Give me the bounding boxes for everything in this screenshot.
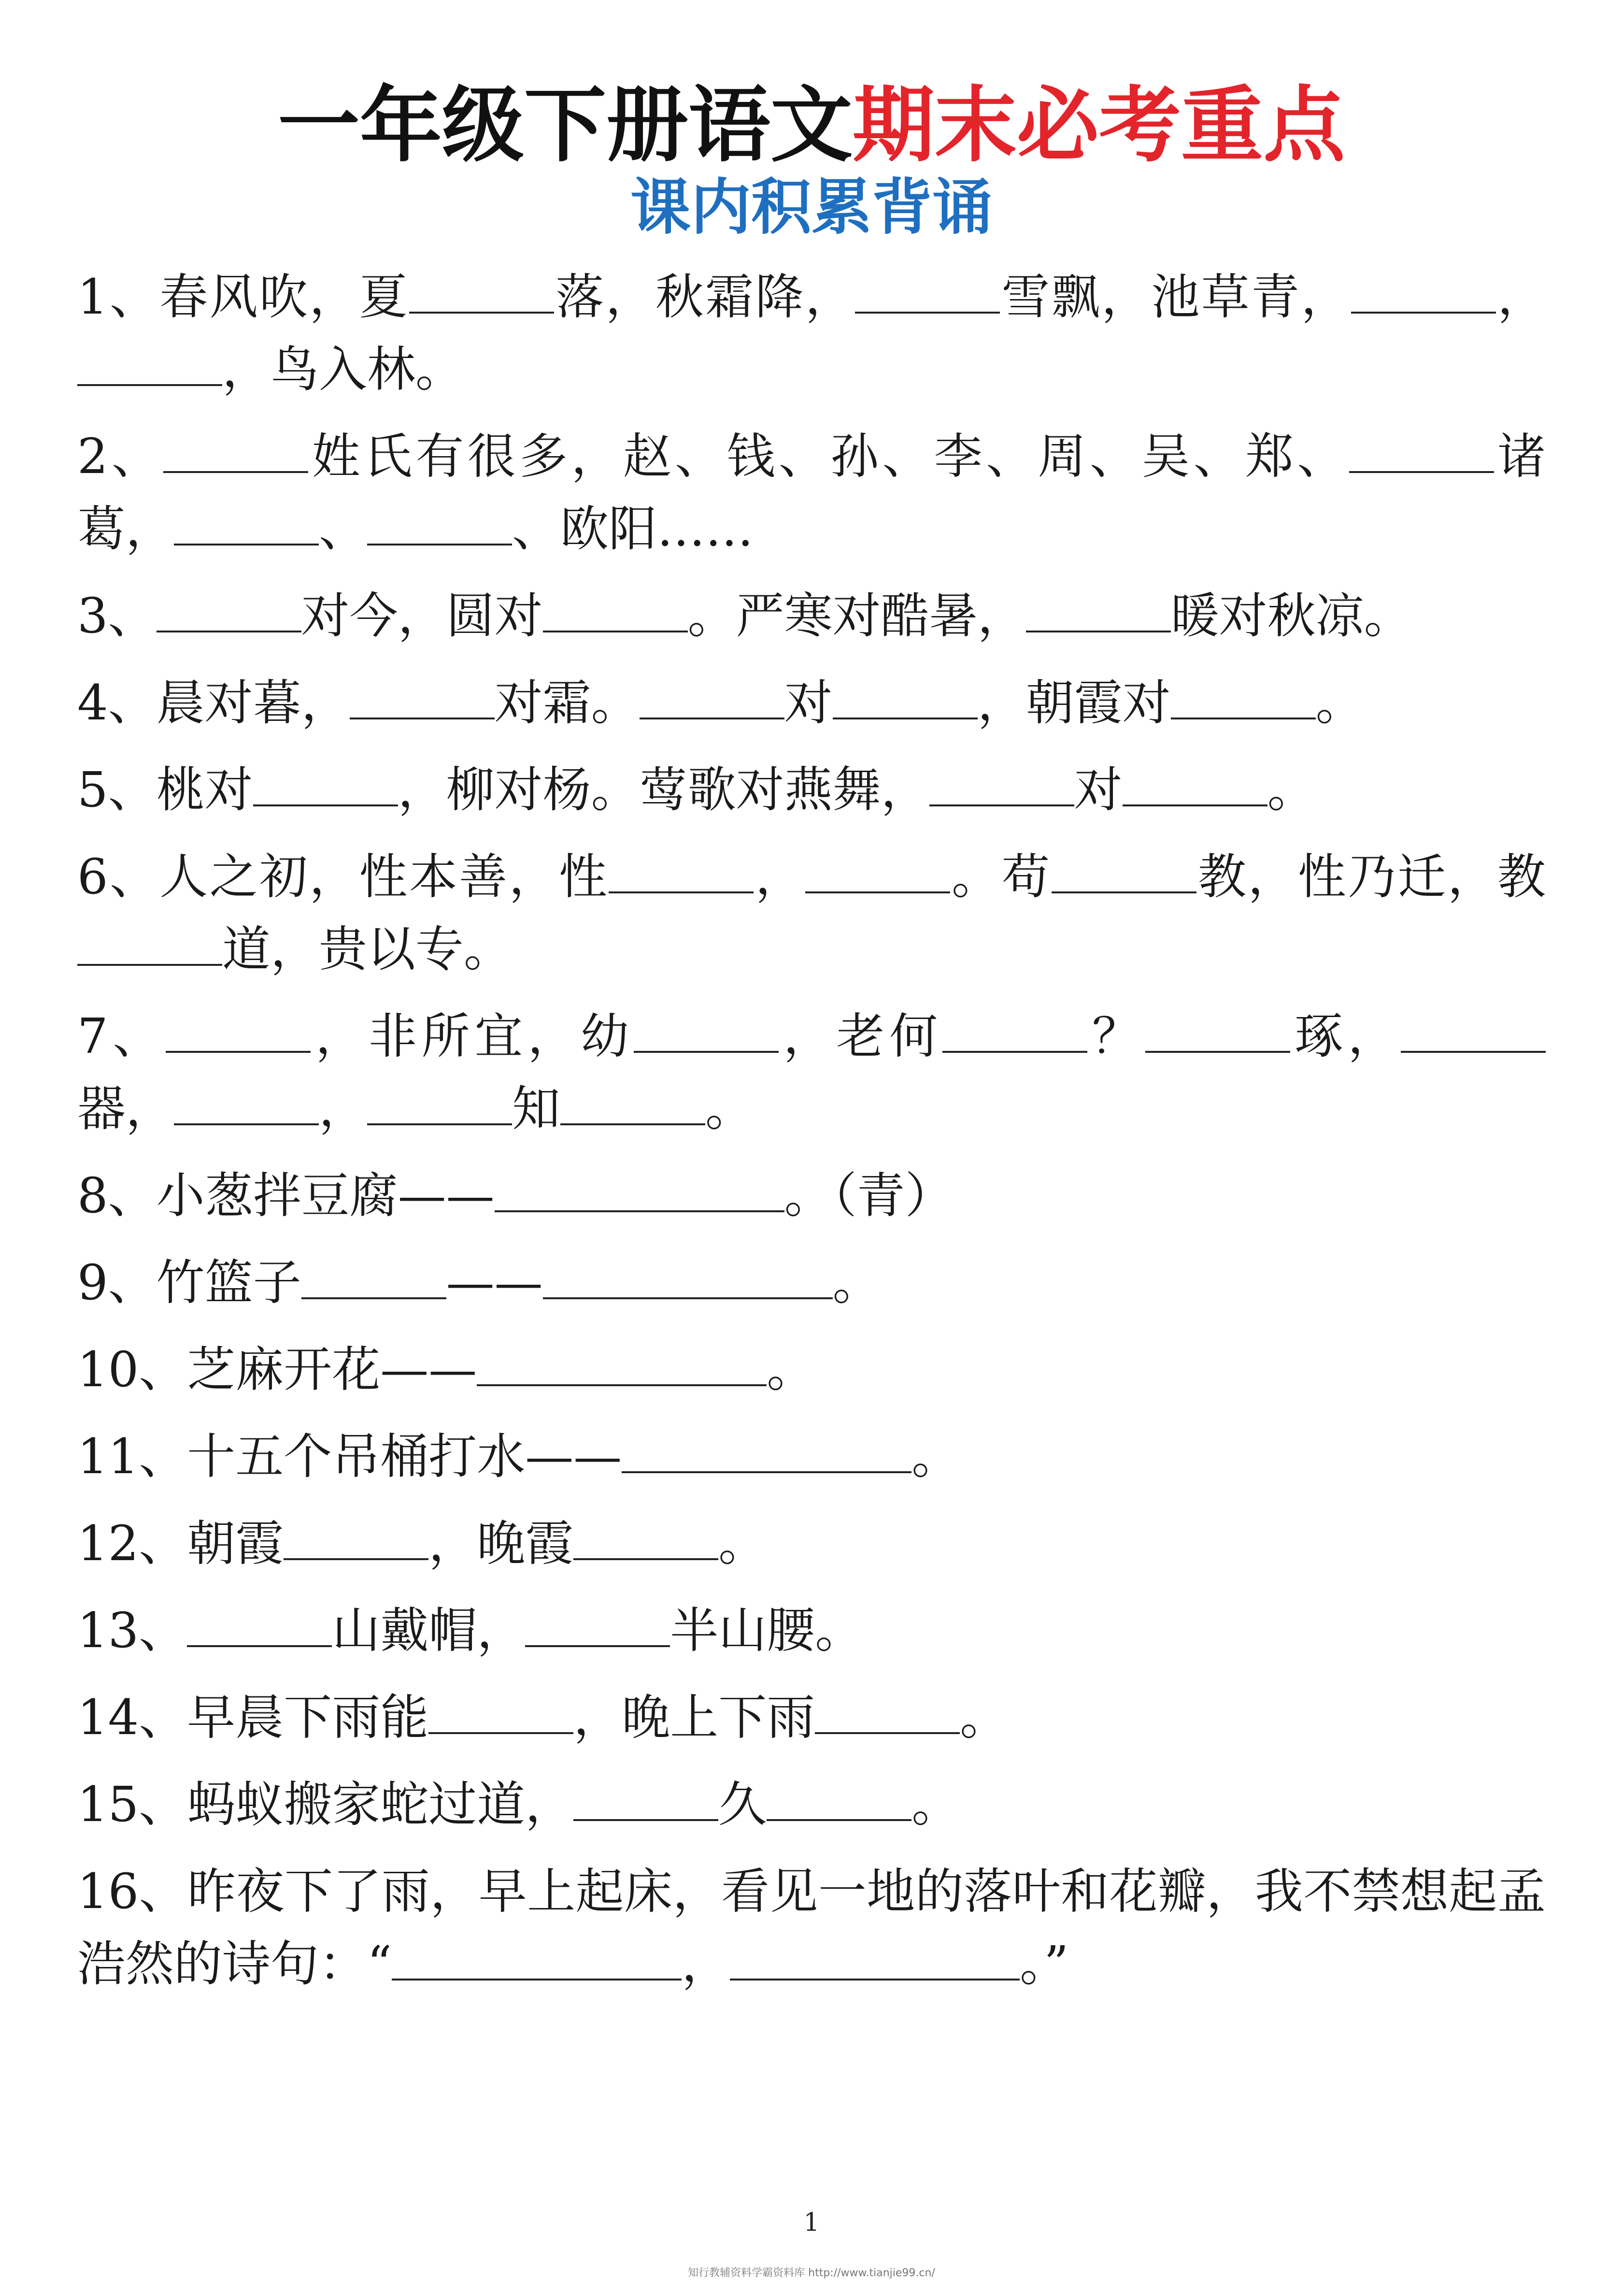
q4-text-3: 对 <box>784 674 833 731</box>
q7-blank-7[interactable] <box>367 1082 512 1125</box>
question-7 <box>77 1000 1546 1145</box>
q7-blank-2[interactable] <box>634 1009 779 1053</box>
q10-text-2: 。 <box>767 1341 815 1398</box>
q6-text-4: 教，性乃迁，教 <box>1196 848 1546 905</box>
q7-text-3: ，老何 <box>778 1008 943 1064</box>
question-2 <box>77 420 1546 565</box>
question-6 <box>77 841 1546 986</box>
question-3 <box>77 580 1546 652</box>
q1-blank-1[interactable] <box>409 270 554 314</box>
q7-blank-6[interactable] <box>174 1082 319 1125</box>
q9-text-2: —— <box>446 1254 543 1311</box>
q11-blank-1[interactable] <box>622 1430 911 1473</box>
q7-text-1: 7、 <box>77 1008 166 1064</box>
q11-text-1: 11、十五个吊桶打水—— <box>77 1428 622 1485</box>
q7-text-5: 琢， <box>1290 1008 1401 1064</box>
q15-blank-2[interactable] <box>767 1778 911 1821</box>
q2-text-2: 姓氏有很多，赵、钱、孙、李、周、吴、郑、 <box>308 428 1349 485</box>
q2-blank-3[interactable] <box>174 502 319 545</box>
q7-text-6: 器， <box>77 1080 174 1137</box>
q3-text-2: 对今，圆对 <box>301 588 543 644</box>
q5-blank-1[interactable] <box>253 763 398 806</box>
q9-text-1: 9、竹篮子 <box>77 1254 301 1311</box>
q14-blank-1[interactable] <box>428 1691 573 1734</box>
q14-text-3: 。 <box>960 1689 1009 1746</box>
q12-text-1: 12、朝霞 <box>77 1515 284 1572</box>
q16-text-3: 。” <box>1020 1936 1069 1992</box>
q2-blank-4[interactable] <box>367 502 512 545</box>
q7-blank-5[interactable] <box>1401 1009 1546 1053</box>
q1-blank-3[interactable] <box>1351 270 1496 314</box>
question-12 <box>77 1507 1546 1580</box>
q13-text-3: 半山腰。 <box>670 1602 864 1659</box>
q12-blank-1[interactable] <box>284 1517 428 1560</box>
q5-blank-2[interactable] <box>929 763 1074 806</box>
question-8 <box>77 1160 1546 1232</box>
q5-blank-3[interactable] <box>1123 763 1267 806</box>
q12-blank-2[interactable] <box>573 1517 718 1560</box>
q3-blank-3[interactable] <box>1026 589 1171 632</box>
q1-text-4: ， <box>1495 269 1546 325</box>
q16-text-1: 16、昨夜下了雨，早上起床，看见一地的落叶和花瓣，我不禁想起孟浩然的诗句：“ <box>77 1863 1546 1992</box>
q7-blank-4[interactable] <box>1145 1009 1290 1053</box>
title-part-red: 期末必考重点 <box>853 78 1346 173</box>
q13-blank-1[interactable] <box>187 1604 332 1647</box>
q3-text-3: 。严寒对酷暑， <box>687 588 1026 644</box>
q3-blank-2[interactable] <box>543 589 688 632</box>
q16-blank-1[interactable] <box>392 1937 682 1980</box>
footer-watermark: 知行教辅资料学霸资料库 http://www.tianjie99.cn/ <box>688 2267 935 2279</box>
page-title <box>0 77 1623 174</box>
question-4 <box>77 667 1546 739</box>
q7-text-8: 知 <box>512 1080 560 1137</box>
q5-text-3: 对 <box>1074 761 1123 818</box>
q15-text-3: 。 <box>911 1776 960 1833</box>
q13-text-2: 山戴帽， <box>332 1602 526 1659</box>
q14-blank-2[interactable] <box>815 1691 960 1734</box>
page-number: 1 <box>803 2208 820 2237</box>
q2-text-1: 2、 <box>77 428 164 485</box>
title-part-black: 一年级下册语文 <box>277 78 853 173</box>
q3-text-1: 3、 <box>77 588 157 644</box>
q4-blank-1[interactable] <box>350 676 495 719</box>
q9-blank-1[interactable] <box>301 1256 446 1299</box>
q8-blank-1[interactable] <box>495 1169 784 1212</box>
q14-text-2: ，晚上下雨 <box>573 1689 815 1746</box>
q9-blank-2[interactable] <box>543 1256 833 1299</box>
question-1 <box>77 261 1546 406</box>
q11-text-2: 。 <box>911 1428 960 1485</box>
q7-text-7: ， <box>319 1080 367 1137</box>
q6-blank-4[interactable] <box>77 922 222 966</box>
q16-blank-2[interactable] <box>730 1937 1020 1980</box>
q4-text-2: 对霜。 <box>494 674 640 731</box>
q1-text-1: 1、春风吹，夏 <box>77 269 409 325</box>
q4-blank-4[interactable] <box>1171 676 1316 719</box>
q1-blank-2[interactable] <box>855 270 1000 314</box>
q16-text-2: ， <box>682 1936 730 1992</box>
q3-text-4: 暖对秋凉。 <box>1170 588 1412 644</box>
q6-blank-2[interactable] <box>805 850 950 893</box>
q6-text-2: ， <box>754 848 805 905</box>
q14-text-1: 14、早晨下雨能 <box>77 1689 429 1746</box>
q1-text-3: 雪飘，池草青， <box>1000 269 1351 325</box>
question-10 <box>77 1334 1546 1406</box>
q4-blank-2[interactable] <box>640 676 784 719</box>
q2-blank-1[interactable] <box>163 430 308 473</box>
q6-blank-1[interactable] <box>609 850 754 893</box>
question-14 <box>77 1681 1546 1754</box>
q3-blank-1[interactable] <box>157 589 301 632</box>
q10-blank-1[interactable] <box>477 1343 767 1386</box>
q7-text-9: 。 <box>705 1080 754 1137</box>
q5-text-4: 。 <box>1267 761 1316 818</box>
q13-blank-2[interactable] <box>525 1604 670 1647</box>
q15-text-2: 久 <box>718 1776 767 1833</box>
q2-blank-2[interactable] <box>1349 430 1494 473</box>
q6-blank-3[interactable] <box>1052 850 1196 893</box>
q4-text-1: 4、晨对暮， <box>77 674 350 731</box>
q7-blank-8[interactable] <box>560 1082 705 1125</box>
question-13 <box>77 1594 1546 1667</box>
q6-text-5: 道，贵以专。 <box>222 921 512 977</box>
q6-text-1: 6、人之初，性本善，性 <box>77 848 609 905</box>
q7-text-4: ？ <box>1087 1008 1145 1064</box>
question-list <box>77 261 1546 2015</box>
q7-text-2: ，非所宜，幼 <box>311 1008 634 1064</box>
q13-text-1: 13、 <box>77 1602 187 1659</box>
question-9 <box>77 1247 1546 1319</box>
q5-text-1: 5、桃对 <box>77 761 253 818</box>
q4-text-5: 。 <box>1315 674 1364 731</box>
q2-text-5: 、欧阳…… <box>512 501 754 557</box>
q12-text-2: ，晚霞 <box>428 1515 574 1572</box>
q8-text-1: 8、小葱拌豆腐—— <box>77 1167 495 1224</box>
q7-blank-3[interactable] <box>942 1009 1087 1053</box>
q15-text-1: 15、蚂蚁搬家蛇过道， <box>77 1776 574 1833</box>
question-11 <box>77 1421 1546 1493</box>
q2-text-3: 诸葛， <box>77 428 1546 557</box>
question-5 <box>77 754 1546 826</box>
q9-text-3: 。 <box>832 1254 881 1311</box>
q10-text-1: 10、芝麻开花—— <box>77 1341 477 1398</box>
q6-text-3: 。苟 <box>950 848 1052 905</box>
page-subtitle: 课内积累背诵 <box>630 172 993 243</box>
q2-text-4: 、 <box>319 501 367 557</box>
q1-blank-4[interactable] <box>77 343 222 386</box>
q7-blank-1[interactable] <box>166 1009 311 1053</box>
q12-text-3: 。 <box>718 1515 767 1572</box>
q4-blank-3[interactable] <box>833 676 978 719</box>
q5-text-2: ，柳对杨。莺歌对燕舞， <box>398 761 929 818</box>
q1-text-2: 落，秋霜降， <box>554 269 855 325</box>
q8-text-2: 。（青） <box>784 1167 954 1224</box>
q15-blank-1[interactable] <box>573 1778 718 1821</box>
question-16 <box>77 1855 1546 2000</box>
q1-text-5: ，鸟入林。 <box>222 341 464 398</box>
q4-text-4: ，朝霞对 <box>977 674 1171 731</box>
question-15 <box>77 1768 1546 1841</box>
